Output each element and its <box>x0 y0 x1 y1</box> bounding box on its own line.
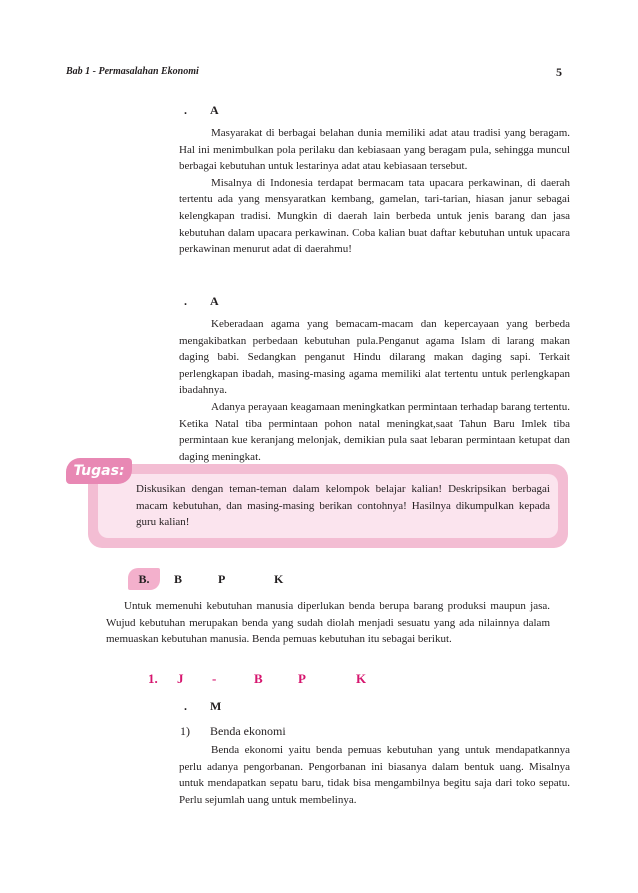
subheading-letter: A <box>210 103 219 117</box>
section-a2-body <box>179 316 570 465</box>
task-label: Tugas: <box>66 458 132 484</box>
subsection-title-part: B <box>254 671 263 686</box>
subsection-title-part: P <box>298 671 306 686</box>
paragraph-text: Keberadaan agama yang bemacam-macam dan kepercayaan yang berbeda mengakibatkan perbedaan kebutuhan pula.Penganut agama Islam di larang makan daging babi. Sedangkan penganut Hindu dilarang makan daging sapi. Terkait perlengkapan ibadah, masing-masing agama memiliki alat tertentu untuk perlengkapan ibadahnya. <box>179 318 570 397</box>
subheading-marker: . <box>184 103 187 117</box>
subheading-letter: M <box>210 699 222 713</box>
paragraph-text: Adanya perayaan keagamaan meningkatkan permintaan terhadap barang tertentu. Ketika Natal tiba permintaan pohon natal meningkat,saat Tahun Baru Imlek tiba permintaan kue keranjang melonjak, demikian pula saat lebaran permintaan ketupat dan daging meningkat. <box>179 400 570 463</box>
paragraph-text: Untuk memenuhi kebutuhan manusia diperlukan benda berupa barang produksi maupun jasa. Wujud kebutuhan merupakan benda yang sudah diolah menjadi sesuatu yang ada nilainnya dalam memuaskan kebutuhan manusia. Benda pemuas kebutuhan itu sebagai berikut. <box>106 600 550 646</box>
paragraph <box>179 399 570 465</box>
paragraph-text: Masyarakat di berbagai belahan dunia memiliki adat atau tradisi yang beragam. Hal ini menimbulkan pola perilaku dan kebiasaan yang beragam pula, sehingga muncul berbagai kebutuhan untuk lestarinya adat atau kebiasaan tersebut. <box>179 127 570 173</box>
task-text: Diskusikan dengan teman-teman dalam kelompok belajar kalian! Deskripsikan berbagai macam kebutuhan, dan masing-masing berikan contohnya! Hasilnya dikumpulkan kepada guru kalian! <box>136 483 550 528</box>
paragraph <box>179 125 570 175</box>
subsection-number: 1. <box>148 671 158 686</box>
subsection-title-part: J <box>177 671 184 686</box>
subheading-marker: . <box>184 699 187 713</box>
section-b-paragraph <box>106 598 550 648</box>
paragraph-text: Misalnya di Indonesia terdapat bermacam tata upacara perkawinan, di daerah tertentu ada yang mensyaratkan kembang, gamelan, tari-tarian, hiasan janur sebagai kelengkapan tradisi. Mungkin di daerah lain berbeda untuk jenis barang dan jasa kebutuhan dalam upacara perkawinan. Coba kalian buat daftar kebutuhan untuk upacara perkawinan menurut adat di daerahmu! <box>179 176 570 256</box>
page-number: 5 <box>556 65 562 79</box>
item-paragraph <box>179 742 570 808</box>
item-title: Benda ekonomi <box>210 724 286 738</box>
running-header: Bab 1 - Permasalahan Ekonomi <box>66 66 199 77</box>
item-number: 1) <box>180 724 190 738</box>
paragraph-text: Benda ekonomi yaitu benda pemuas kebutuhan yang untuk mendapatkannya perlu adanya pengorbanan. Pengorbanan ini biasanya dalam bentuk uang. Misalnya untuk mendapatkan sepatu baru, tidak bisa mengambilnya begitu saja dari toko sepatu. Perlu sejumlah uang untuk membelinya. <box>179 744 570 806</box>
subheading-marker: . <box>184 294 187 308</box>
subsection-title-part: K <box>356 671 367 686</box>
section-b-badge: B. <box>128 568 160 590</box>
paragraph <box>179 175 570 258</box>
paragraph <box>179 316 570 399</box>
section-a1-body <box>179 125 570 258</box>
section-b-title-part: P <box>218 572 226 586</box>
subheading-letter: A <box>210 294 219 308</box>
section-b-title-part: K <box>274 572 284 586</box>
subsection-title-part: - <box>212 671 217 686</box>
section-b-title-part: B <box>174 572 183 586</box>
